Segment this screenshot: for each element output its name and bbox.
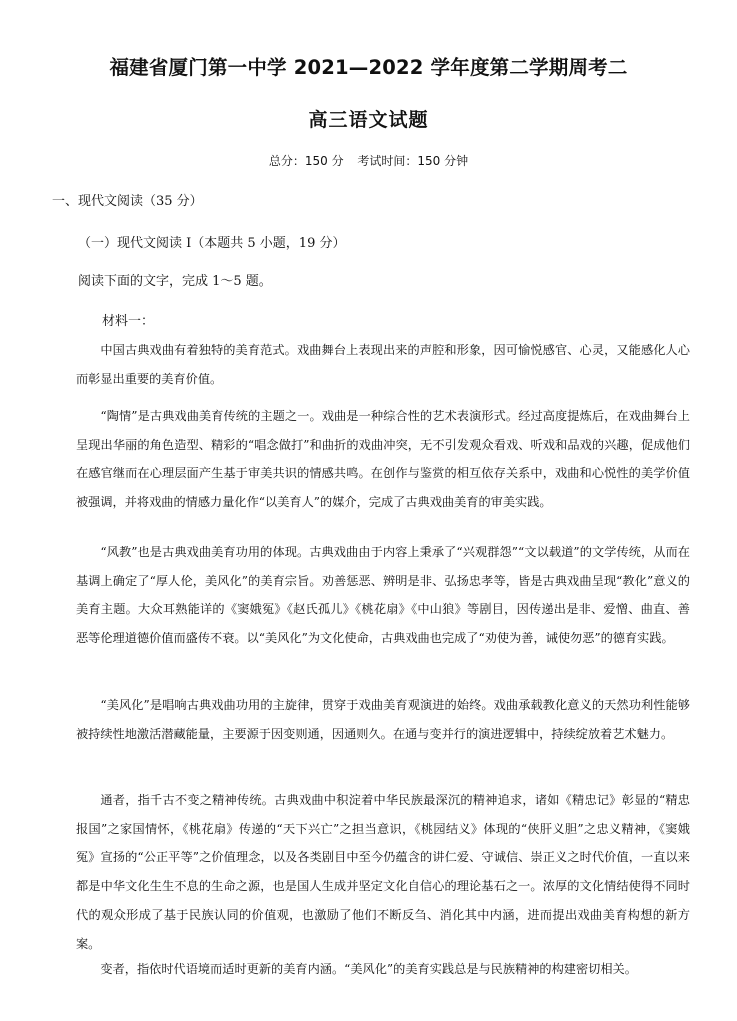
material-label: 材料一：: [102, 314, 155, 329]
total-score: 总分：150 分: [268, 154, 344, 168]
paragraph: “风教”也是古典戏曲美育功用的体现。古典戏曲由于内容上秉承了“兴观群怨”“文以载道”的文学传统，从而在基调上确定了“厚人伦，美风化”的美育宗旨。劝善惩恶、辨明是非、弘扬忠孝等，皆是古典戏曲呈现“教化”意义的美育主题。大众耳熟能详的《窦娥冤》《赵氏孤儿》《桃花扇》《中山狼》等剧目，因传递出是非、爱憎、曲直、善恶等伦理道德价值而盛传不衰。以“美风化”为文化使命，古典戏曲也完成了“劝使为善，诫使勿恶”的德育实践。: [76, 545, 690, 646]
sub-section-heading: （一）现代文阅读 I（本题共 5 小题，19 分）: [78, 236, 346, 251]
paragraph: “陶情”是古典戏曲美育传统的主题之一。戏曲是一种综合性的艺术表演形式。经过高度提炼后，在戏曲舞台上呈现出华丽的角色造型、精彩的“唱念做打”和曲折的戏曲冲突，无不引发观众看戏、听戏和品戏的兴趣，促成他们在感官继而在心理层面产生基于审美共识的情感共鸣。在创作与鉴赏的相互依存关系中，戏曲和心悦性的美学价值被强调，并将戏曲的情感力量化作“以美育人”的媒介，完成了古典戏曲美育的审美实践。: [76, 409, 690, 510]
reading-instruction: 阅读下面的文字，完成 1～5 题。: [78, 274, 272, 289]
paragraph: 变者，指依时代语境而适时更新的美育内涵。“美风化”的美育实践总是与民族精神的构建密切相关。: [100, 962, 637, 976]
paragraph: 通者，指千古不变之精神传统。古典戏曲中积淀着中华民族最深沉的精神追求，诸如《精忠记》彰显的“精忠报国”之家国情怀，《桃花扇》传递的“天下兴亡”之担当意识，《桃园结义》体现的“侠肝义胆”之忠义精神，《窦娥冤》宣扬的“公正平等”之价值理念，以及各类剧目中至今仍蕴含的讲仁爱、守诚信、崇正义之时代价值，一直以来都是中华文化生生不息的生命之源，也是国人生成并坚定文化自信心的理论基石之一。浓厚的文化情结使得不同时代的观众形成了基于民族认同的价值观，也激励了他们不断反刍、消化其中内涵，进而提出戏曲美育构想的新方案。: [76, 793, 690, 951]
paragraph: “美风化”是唱响古典戏曲功用的主旋律，贯穿于戏曲美育观演进的始终。戏曲承载教化意义的天然功利性能够被持续性地激活潜藏能量，主要源于因变则通，因通则久。在通与变并行的演进逻辑中，持续绽放着艺术魅力。: [76, 698, 690, 741]
section-heading: 一、现代文阅读（35 分）: [52, 194, 203, 209]
exam-title: 福建省厦门第一中学 2021—2022 学年度第二学期周考二: [109, 56, 628, 79]
paragraph: 中国古典戏曲有着独特的美育范式。戏曲舞台上表现出来的声腔和形象，因可愉悦感官、心灵，又能感化人心而彰显出重要的美育价值。: [76, 343, 690, 386]
exam-time: 考试时间：150 分钟: [357, 154, 469, 168]
exam-info: [0, 152, 737, 169]
exam-subtitle: 高三语文试题: [308, 109, 429, 131]
